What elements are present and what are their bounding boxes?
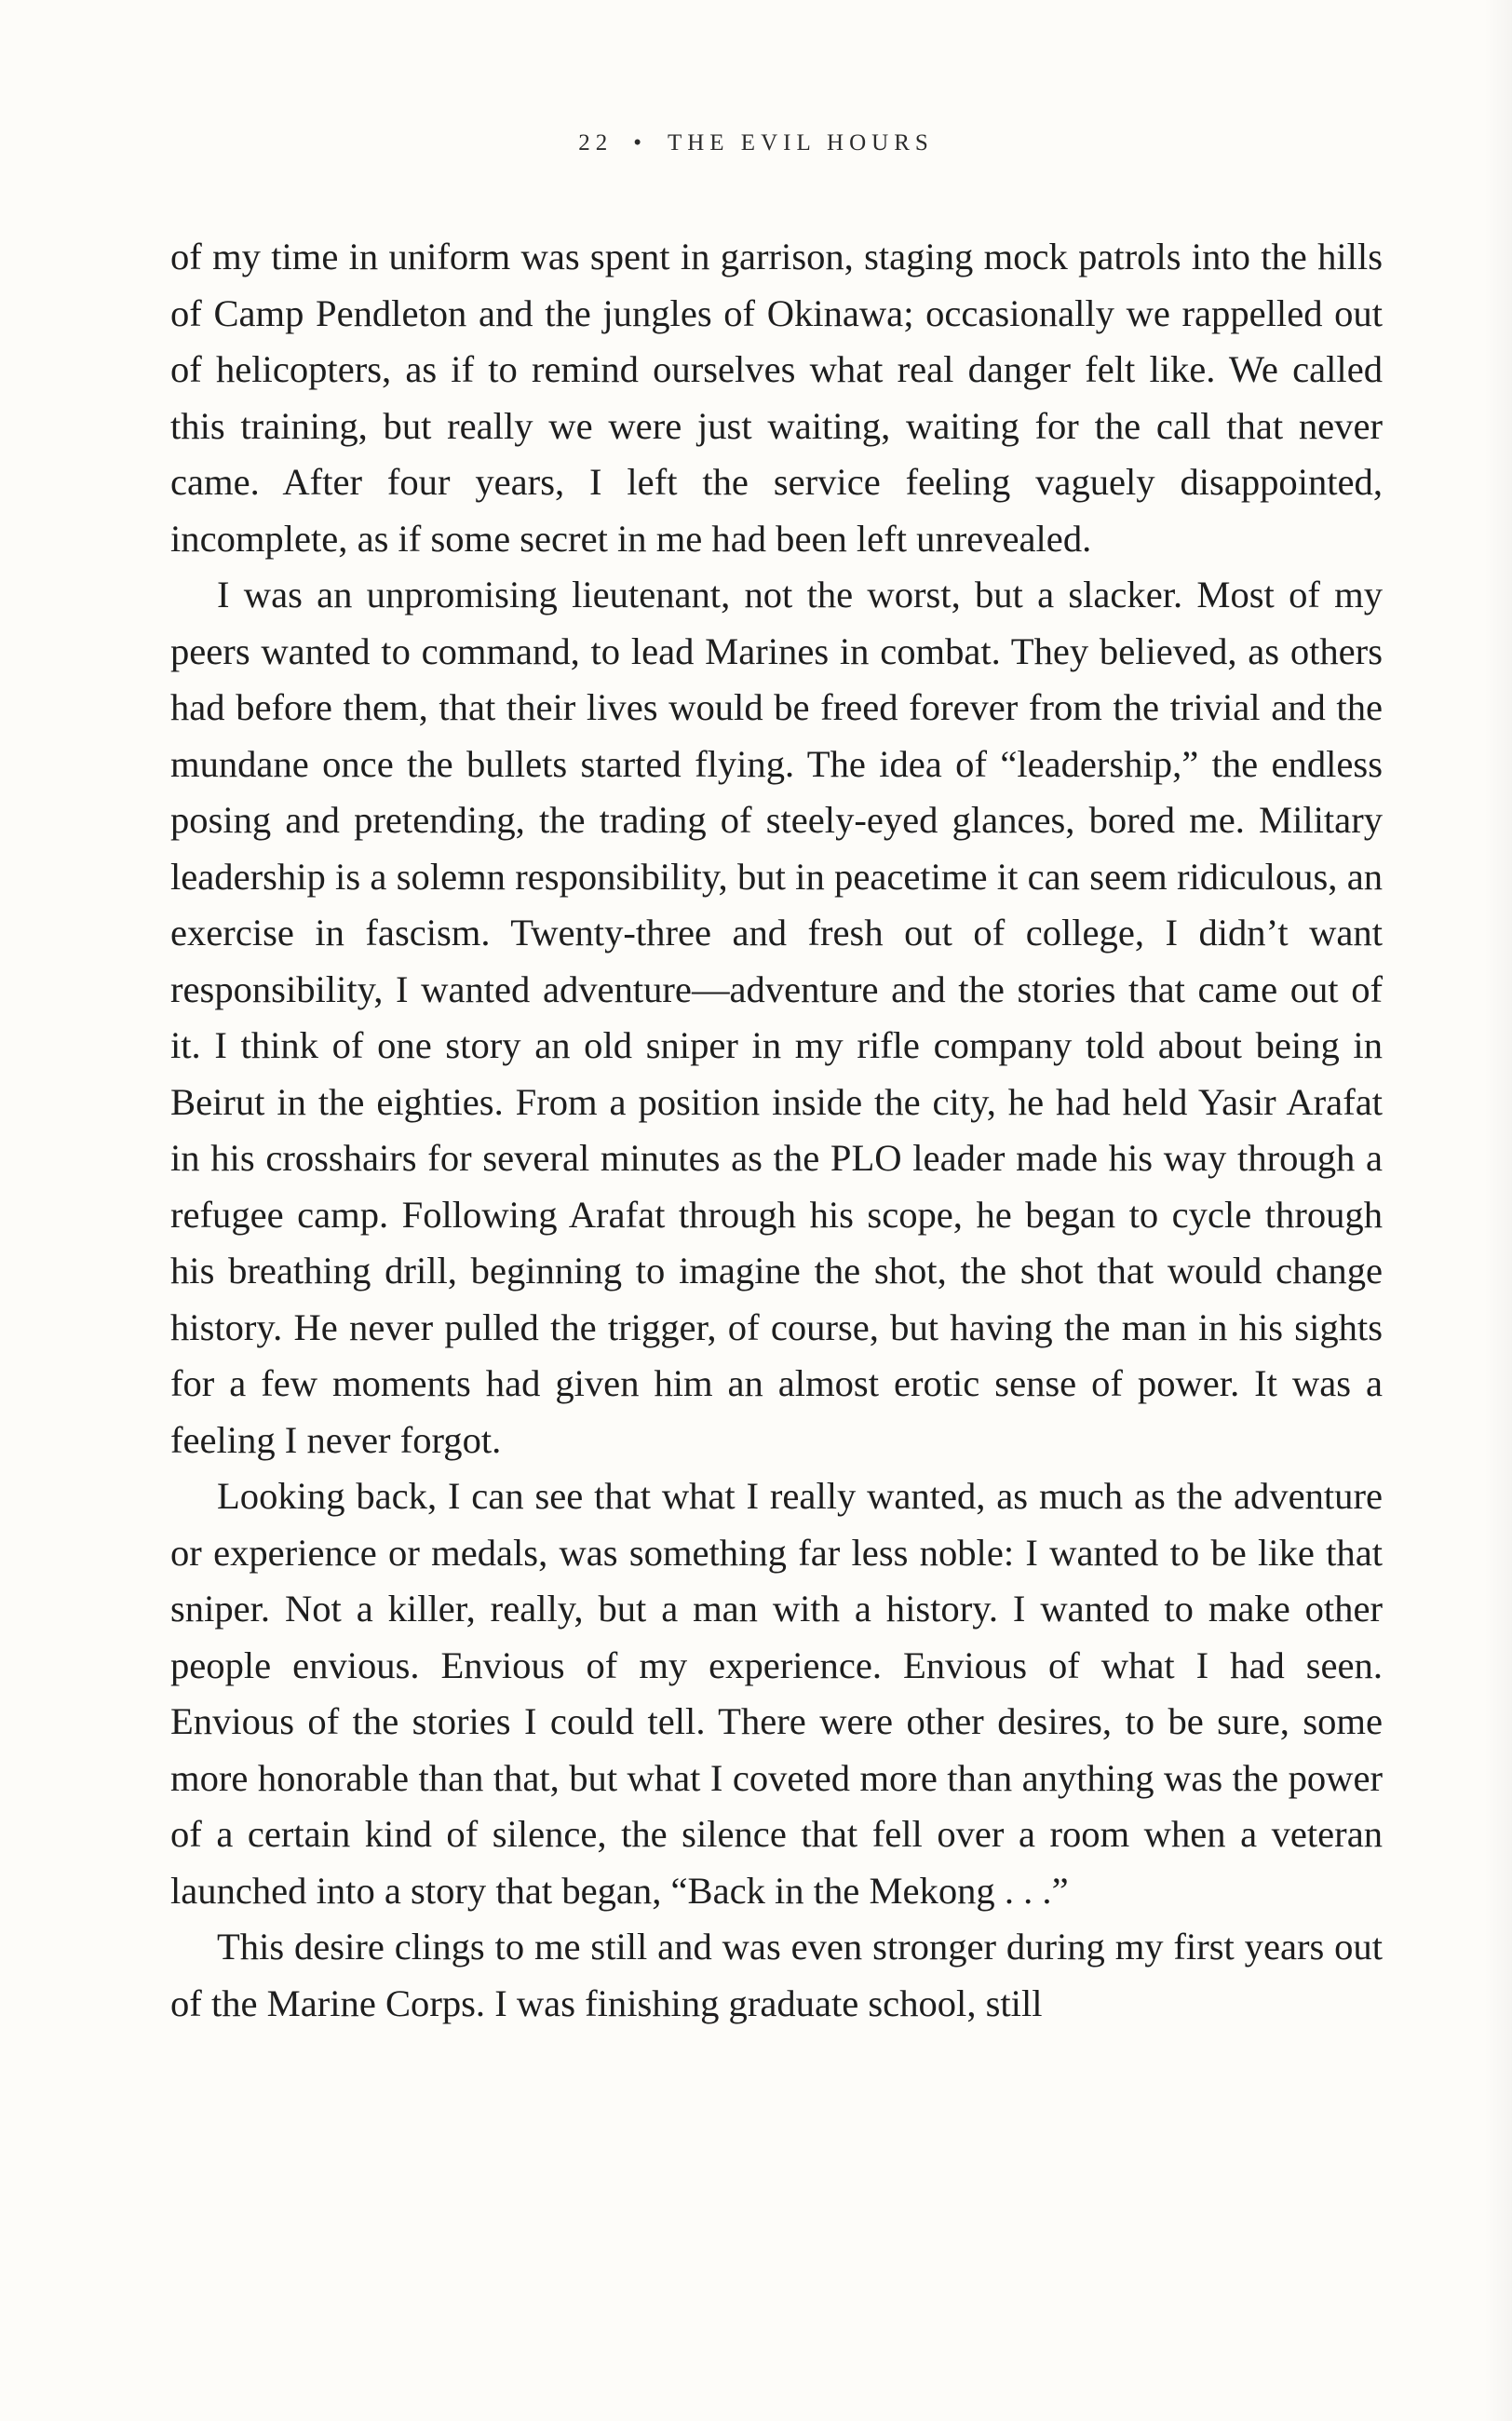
body-text [170, 229, 1383, 2032]
page-number: 22 [578, 130, 614, 156]
running-head [0, 130, 1512, 156]
header-separator: • [633, 130, 647, 156]
paragraph-4: This desire clings to me still and was even stronger during my first years out of the Marine Corps. I was finishing graduate school, still [170, 1926, 1383, 2024]
paragraph-1: of my time in uniform was spent in garrison, staging mock patrols into the hills of Camp Pendleton and the jungles of Okinawa; occasionally we rappelled out of helicopters, as if to remind ourselves what real danger felt like. We called this training, but really we were just waiting, waiting for the call that never came. After four years, I left the service feeling vaguely disappointed, incomplete, as if some secret in me had been left unrevealed. [170, 236, 1383, 560]
paragraph-2: I was an unpromising lieutenant, not the worst, but a slacker. Most of my peers wanted to command, to lead Marines in combat. They believed, as others had before them, that their lives would be freed forever from the trivial and the mundane once the bullets started flying. The idea of “leadership,” the endless posing and pretending, the trading of steely-eyed glances, bored me. Military leadership is a solemn responsibility, but in peacetime it can seem ridiculous, an exercise in fascism. Twenty-three and fresh out of college, I didn’t want responsibility, I wanted adventure—adventure and the stories that came out of it. I think of one story an old sniper in my rifle company told about being in Beirut in the eighties. From a position inside the city, he had held Yasir Arafat in his crosshairs for several minutes as the PLO leader made his way through a refugee camp. Following Arafat through his scope, he began to cycle through his breathing drill, beginning to imagine the shot, the shot that would change history. He never pulled the trigger, of course, but having the man in his sights for a few moments had given him an almost erotic sense of power. It was a feeling I never forgot. [170, 574, 1383, 1461]
paragraph-3: Looking back, I can see that what I really wanted, as much as the adventure or experience or medals, was something far less noble: I wanted to be like that sniper. Not a killer, really, but a man with a history. I wanted to make other people envious. Envious of my experience. Envious of what I had seen. Envious of the stories I could tell. There were other desires, to be sure, some more honorable than that, but what I coveted more than anything was the power of a certain kind of silence, the silence that fell over a room when a veteran launched into a story that began, “Back in the Mekong . . .” [170, 1475, 1383, 1912]
book-title: THE EVIL HOURS [667, 130, 934, 156]
page-edge-shadow [1484, 0, 1512, 2421]
